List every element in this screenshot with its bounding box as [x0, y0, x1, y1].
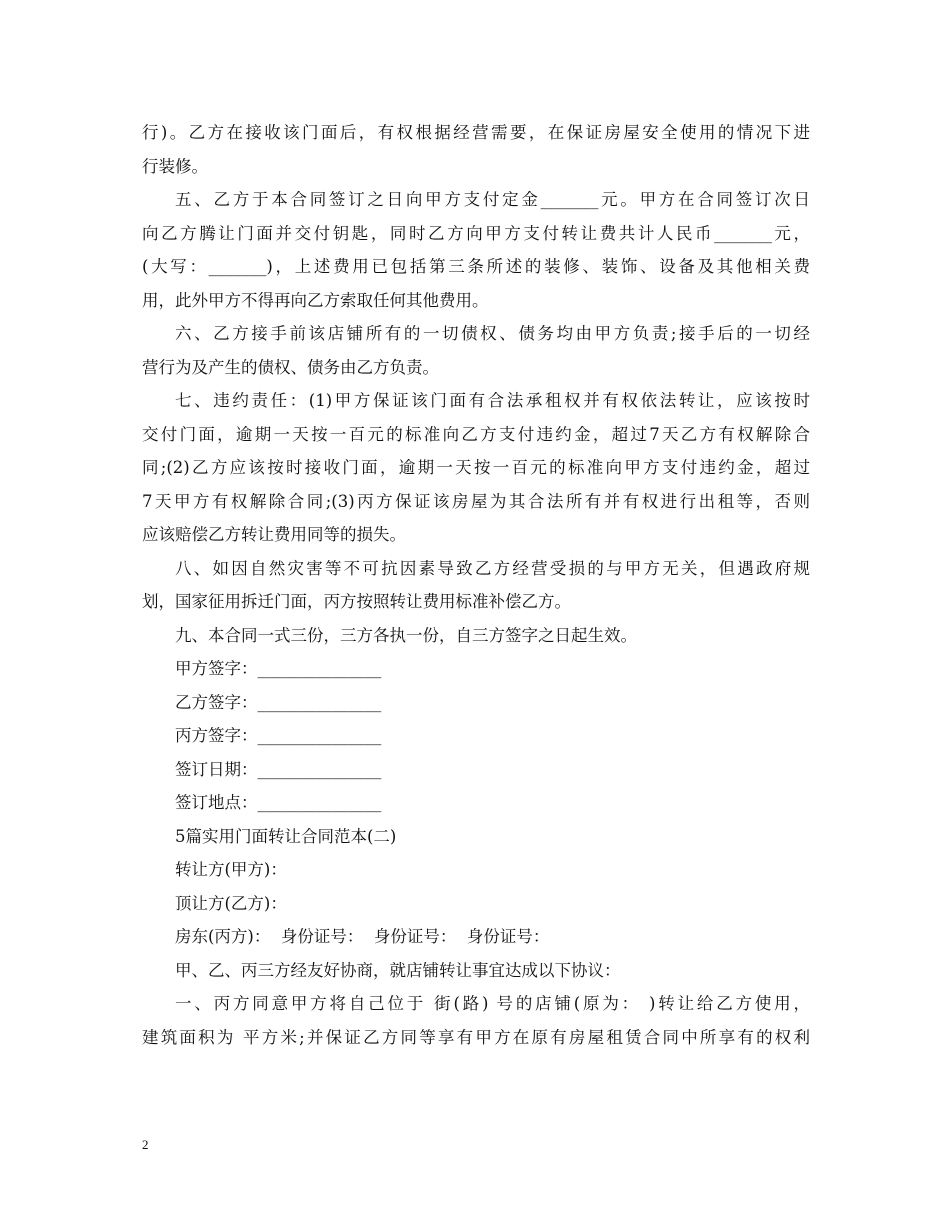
text-line: 营行为及产生的债权、债务由乙方负责。 [142, 357, 439, 377]
text-line: 顶让方(乙方)： [175, 893, 287, 913]
text-line: 交付门面，逾期一天按一百元的标准向乙方支付违约金，超过7天乙方有权解除合 [142, 424, 810, 444]
text-line: 一、丙方同意甲方将自己位于 街(路) 号的店铺(原为： )转让给乙方使用， [175, 994, 810, 1013]
text-line: 九、本合同一式三份，三方各执一份，自三方签字之日起生效。 [175, 625, 637, 645]
section-heading: 5篇实用门面转让合同范本(二) [175, 826, 397, 846]
text-line: 七、违约责任：(1)甲方保证该门面有合法承租权并有权依法转让，应该按时 [175, 391, 810, 410]
text-line: 五、乙方于本合同签订之日向甲方支付定金_______元。甲方在合同签订次日 [175, 190, 810, 209]
page-number: 2 [142, 1137, 149, 1152]
text-line: 八、如因自然灾害等不可抗因素导致乙方经营受损的与甲方无关，但遇政府规 [175, 558, 810, 578]
text-line: 建筑面积为 平方米;并保证乙方同等享有甲方在原有房屋租赁合同中所享有的权利 [142, 1027, 810, 1047]
text-line: 行装修。 [142, 156, 208, 176]
text-line: 房东(丙方)： 身份证号： 身份证号： 身份证号： [175, 927, 550, 946]
text-line: 用，此外甲方不得再向乙方索取任何其他费用。 [142, 290, 489, 310]
text-line: 应该赔偿乙方转让费用同等的损失。 [142, 525, 406, 544]
text-line: (大写：_______)，上述费用已包括第三条所述的装修、装饰、设备及其他相关费 [142, 257, 810, 276]
text-line: 六、乙方接手前该店铺所有的一切债权、债务均由甲方负责;接手后的一切经 [175, 324, 810, 343]
signing-date-line: 签订日期：_______________ [175, 759, 382, 779]
signature-line-party-a: 甲方签字：_______________ [175, 659, 382, 678]
text-line: 甲、乙、丙三方经友好协商，就店铺转让事宜达成以下协议： [175, 960, 621, 980]
text-line: 向乙方腾让门面并交付钥匙，同时乙方向甲方支付转让费共计人民币_______元， [142, 223, 810, 243]
signing-place-line: 签订地点：_______________ [175, 793, 382, 812]
signature-line-party-c: 丙方签字：_______________ [175, 726, 382, 745]
text-line: 行)。乙方在接收该门面后，有权根据经营需要，在保证房屋安全使用的情况下进 [142, 123, 810, 142]
text-line: 7天甲方有权解除合同;(3)丙方保证该房屋为其合法所有并有权进行出租等，否则 [142, 491, 810, 511]
text-line: 同;(2)乙方应该按时接收门面，逾期一天按一百元的标准向甲方支付违约金，超过 [142, 458, 810, 477]
document-body [142, 116, 810, 1054]
signature-line-party-b: 乙方签字：_______________ [175, 692, 382, 712]
text-line: 划，国家征用拆迁门面，丙方按照转让费用标准补偿乙方。 [142, 592, 571, 611]
text-line: 转让方(甲方)： [175, 860, 287, 879]
